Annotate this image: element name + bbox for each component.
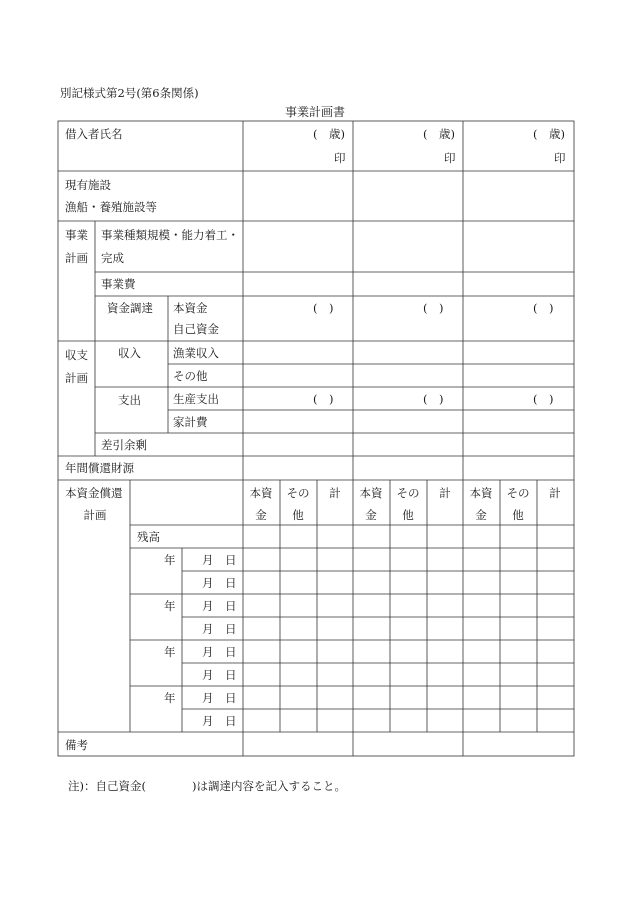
label-fishery-income: 漁業収入 bbox=[173, 346, 219, 360]
col-other-3a: その bbox=[506, 486, 530, 500]
seal-2: 印 bbox=[444, 151, 456, 165]
col-total-3: 計 bbox=[549, 486, 561, 500]
label-biz-1: 事業 bbox=[65, 228, 88, 242]
col-principal-2b: 金 bbox=[365, 508, 377, 522]
label-year-1: 年 bbox=[164, 553, 176, 567]
label-md-7: 月 日 bbox=[202, 691, 237, 705]
col-other-2a: その bbox=[396, 486, 420, 500]
label-funding: 資金調達 bbox=[107, 301, 153, 315]
label-md-1: 月 日 bbox=[202, 553, 237, 567]
paren-5: ( ) bbox=[423, 392, 444, 406]
col-principal-1a: 本資 bbox=[249, 486, 273, 500]
col-principal-1b: 金 bbox=[255, 508, 267, 522]
age-field-2: ( 歳) bbox=[423, 127, 455, 141]
label-md-6: 月 日 bbox=[202, 668, 237, 682]
label-borrower: 借入者氏名 bbox=[65, 127, 123, 141]
label-production-expense: 生産支出 bbox=[173, 392, 219, 406]
label-income: 収入 bbox=[118, 346, 141, 360]
label-cost: 事業費 bbox=[101, 277, 136, 291]
col-other-2b: 他 bbox=[402, 508, 414, 522]
paren-2: ( ) bbox=[423, 301, 444, 315]
label-biz-detail-2: 完成 bbox=[101, 251, 124, 265]
col-principal-3a: 本資 bbox=[469, 486, 493, 500]
label-annual-repay: 年間償還財源 bbox=[65, 461, 134, 475]
seal-1: 印 bbox=[334, 151, 346, 165]
label-md-4: 月 日 bbox=[202, 622, 237, 636]
label-repay-plan-1: 本資金償還 bbox=[65, 486, 123, 500]
label-living-expense: 家計費 bbox=[173, 415, 208, 429]
age-field-3: ( 歳) bbox=[533, 127, 565, 141]
label-remarks: 備考 bbox=[65, 738, 88, 752]
label-inc-1: 収支 bbox=[65, 348, 88, 362]
label-expense: 支出 bbox=[118, 393, 141, 407]
label-facility-1: 現有施設 bbox=[65, 178, 111, 192]
label-biz-2: 計画 bbox=[65, 251, 88, 265]
col-total-1: 計 bbox=[329, 486, 341, 500]
col-total-2: 計 bbox=[439, 486, 451, 500]
label-year-2: 年 bbox=[164, 599, 176, 613]
footnote: 注)：自己資金( )は調達内容を記入すること。 bbox=[68, 779, 346, 793]
paren-4: ( ) bbox=[313, 392, 334, 406]
col-principal-3b: 金 bbox=[475, 508, 487, 522]
label-year-3: 年 bbox=[164, 645, 176, 659]
col-other-3b: 他 bbox=[512, 508, 524, 522]
paren-3: ( ) bbox=[533, 301, 554, 315]
col-principal-2a: 本資 bbox=[359, 486, 383, 500]
paren-6: ( ) bbox=[533, 392, 554, 406]
col-other-1a: その bbox=[286, 486, 310, 500]
paren-1: ( ) bbox=[313, 301, 334, 315]
label-balance: 差引余剰 bbox=[101, 438, 147, 452]
label-inc-2: 計画 bbox=[65, 371, 88, 385]
label-md-5: 月 日 bbox=[202, 645, 237, 659]
label-remaining: 残高 bbox=[137, 530, 160, 544]
form-header: 別記様式第2号(第6条関係) bbox=[60, 86, 199, 100]
age-field-1: ( 歳) bbox=[313, 127, 345, 141]
label-md-2: 月 日 bbox=[202, 576, 237, 590]
label-md-8: 月 日 bbox=[202, 714, 237, 728]
label-md-3: 月 日 bbox=[202, 599, 237, 613]
form-title: 事業計画書 bbox=[284, 105, 345, 119]
col-other-1b: 他 bbox=[292, 508, 304, 522]
seal-3: 印 bbox=[554, 151, 566, 165]
label-year-4: 年 bbox=[164, 691, 176, 705]
label-principal: 本資金 bbox=[173, 301, 208, 315]
label-repay-plan-2: 計画 bbox=[83, 508, 107, 522]
label-other-income: その他 bbox=[173, 369, 208, 383]
label-facility-2: 漁船・養殖施設等 bbox=[65, 200, 157, 214]
label-biz-detail-1: 事業種類規模・能力着工・ bbox=[101, 228, 239, 242]
label-own-funds: 自己資金 bbox=[173, 322, 219, 336]
